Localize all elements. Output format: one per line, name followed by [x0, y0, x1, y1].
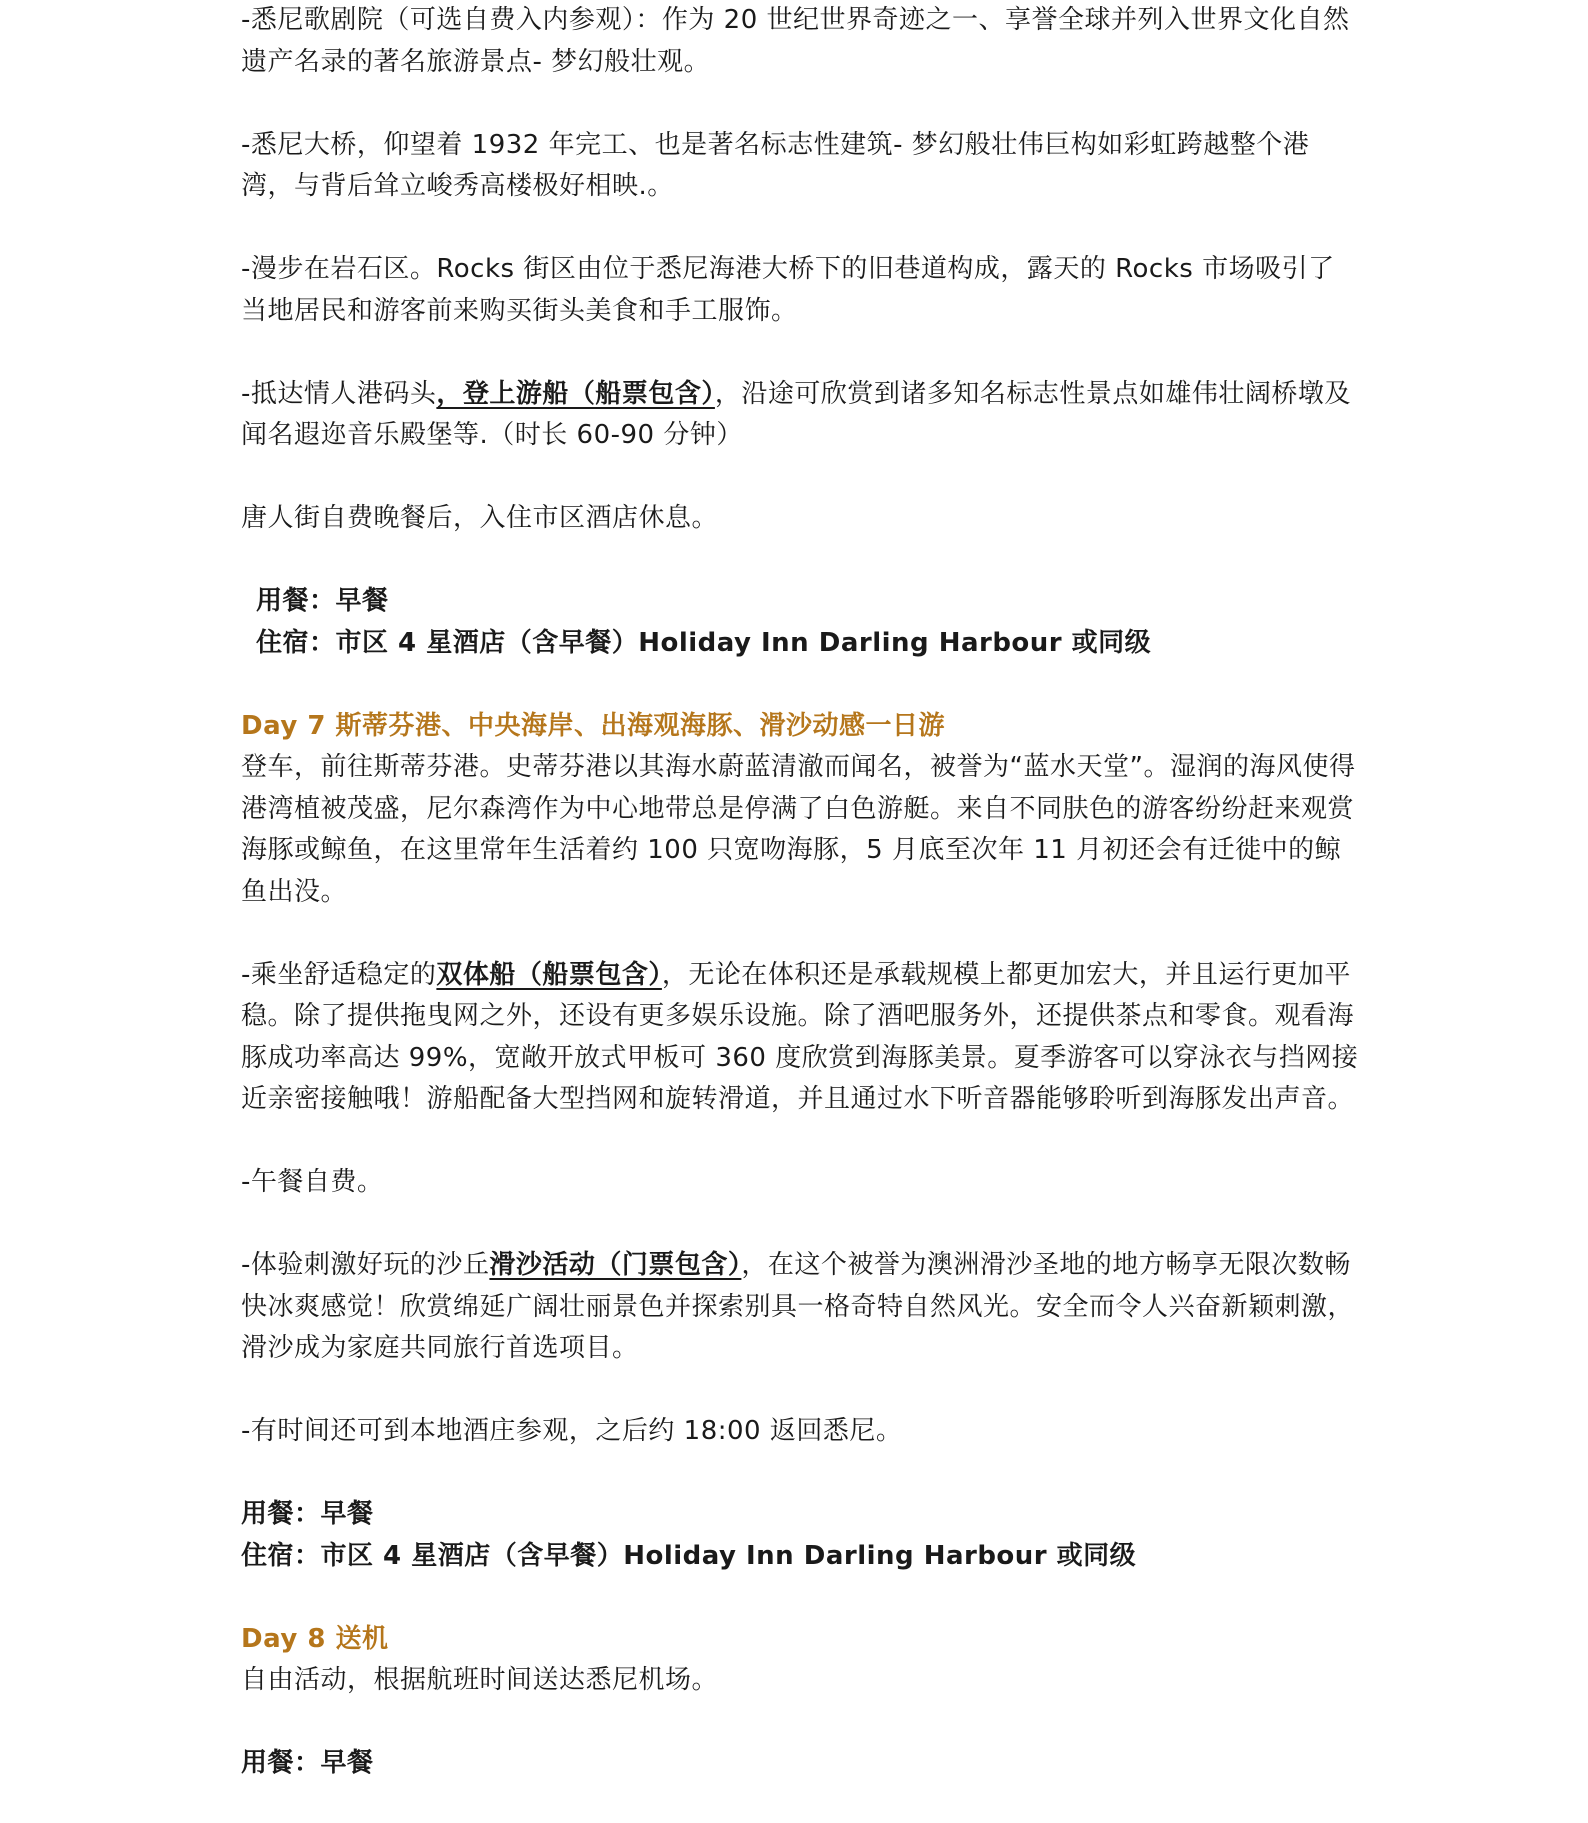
day6-hotel: 住宿：市区 4 星酒店（含早餐）Holiday Inn Darling Harbour 或同级 [256, 627, 1152, 658]
itinerary-document [241, 0, 1361, 1785]
day8-meals: 用餐：早餐 [241, 1748, 374, 1778]
catamaran-text-before: -乘坐舒适稳定的 [241, 959, 437, 990]
harbour-bridge-paragraph: -悉尼大桥，仰望着 1932 年完工、也是著名标志性建筑- 梦幻般壮伟巨构如彩虹跨越整个港湾，与背后耸立峻秀高楼极好相映.。 [241, 129, 1310, 201]
darling-harbour-paragraph [241, 374, 1361, 457]
catamaran-text-after: ，无论在体积还是承载规模上都更加宏大，并且运行更加平稳。除了提供拖曳网之外，还设有更多娱乐设施。除了酒吧服务外，还提供茶点和零食。观看海豚成功率高达 99%，宽敞开放式甲板可 360 度欣赏到海豚美景。夏季游客可以穿泳衣与挡网接近亲密接触哦！游船配备大型挡网和旋转滑道，并且通过水下听音器能够聆听到海豚发出声音。 [241, 959, 1359, 1114]
sandboarding-text-before: -体验刺激好玩的沙丘 [241, 1250, 490, 1280]
sandboarding-text-after: ，在这个被誉为澳洲滑沙圣地的地方畅享无限次数畅快冰爽感觉！欣赏绵延广阔壮丽景色并探索别具一格奇特自然风光。安全而令人兴奋新颖刺激，滑沙成为家庭共同旅行首选项目。 [241, 1250, 1355, 1363]
catamaran-ticket-included: 双体船（船票包含） [436, 959, 662, 990]
day7-heading: Day 7 斯蒂芬港、中央海岸、出海观海豚、滑沙动感一日游 [241, 710, 945, 741]
winery-paragraph: -有时间还可到本地酒庄参观，之后约 18:00 返回悉尼。 [241, 1416, 903, 1446]
day7-hotel: 住宿：市区 4 星酒店（含早餐）Holiday Inn Darling Harbour 或同级 [241, 1540, 1137, 1571]
day8-heading: Day 8 送机 [241, 1623, 389, 1654]
cruise-ticket-included: ，登上游船（船票包含） [436, 378, 715, 409]
darling-harbour-text-before: -抵达情人港码头 [241, 378, 437, 409]
lunch-paragraph: -午餐自费。 [241, 1167, 384, 1197]
day7-intro-paragraph: 登车，前往斯蒂芬港。史蒂芬港以其海水蔚蓝清澈而闻名，被誉为“蓝水天堂”。湿润的海风使得港湾植被茂盛，尼尔森湾作为中心地带总是停满了白色游艇。来自不同肤色的游客纷纷赶来观赏海豚或鲸鱼，在这里常年生活着约 100 只宽吻海豚，5 月底至次年 11 月初还会有迁徙中的鲸鱼出没。 [241, 752, 1356, 907]
sandboarding-paragraph [241, 1245, 1361, 1370]
opera-house-paragraph: -悉尼歌剧院（可选自费入内参观）：作为 20 世纪世界奇迹之一、享誉全球并列入世界文化自然遗产名录的著名旅游景点- 梦幻般壮观。 [241, 5, 1350, 77]
catamaran-paragraph [241, 955, 1361, 1121]
sandboarding-ticket-included: 滑沙活动（门票包含） [489, 1250, 742, 1280]
day7-meals: 用餐：早餐 [241, 1499, 374, 1529]
darling-harbour-text-after: ，沿途可欣赏到诸多知名标志性景点如雄伟壮阔桥墩及闻名遐迩音乐殿堡等.（时长 60-90 分钟） [241, 378, 1351, 450]
rocks-paragraph: -漫步在岩石区。Rocks 街区由位于悉尼海港大桥下的旧巷道构成，露天的 Rocks 市场吸引了当地居民和游客前来购买街头美食和手工服饰。 [241, 254, 1335, 326]
day8-paragraph: 自由活动，根据航班时间送达悉尼机场。 [241, 1665, 719, 1695]
chinatown-paragraph: 唐人街自费晚餐后，入住市区酒店休息。 [241, 503, 719, 533]
day6-meals: 用餐：早餐 [256, 586, 389, 616]
